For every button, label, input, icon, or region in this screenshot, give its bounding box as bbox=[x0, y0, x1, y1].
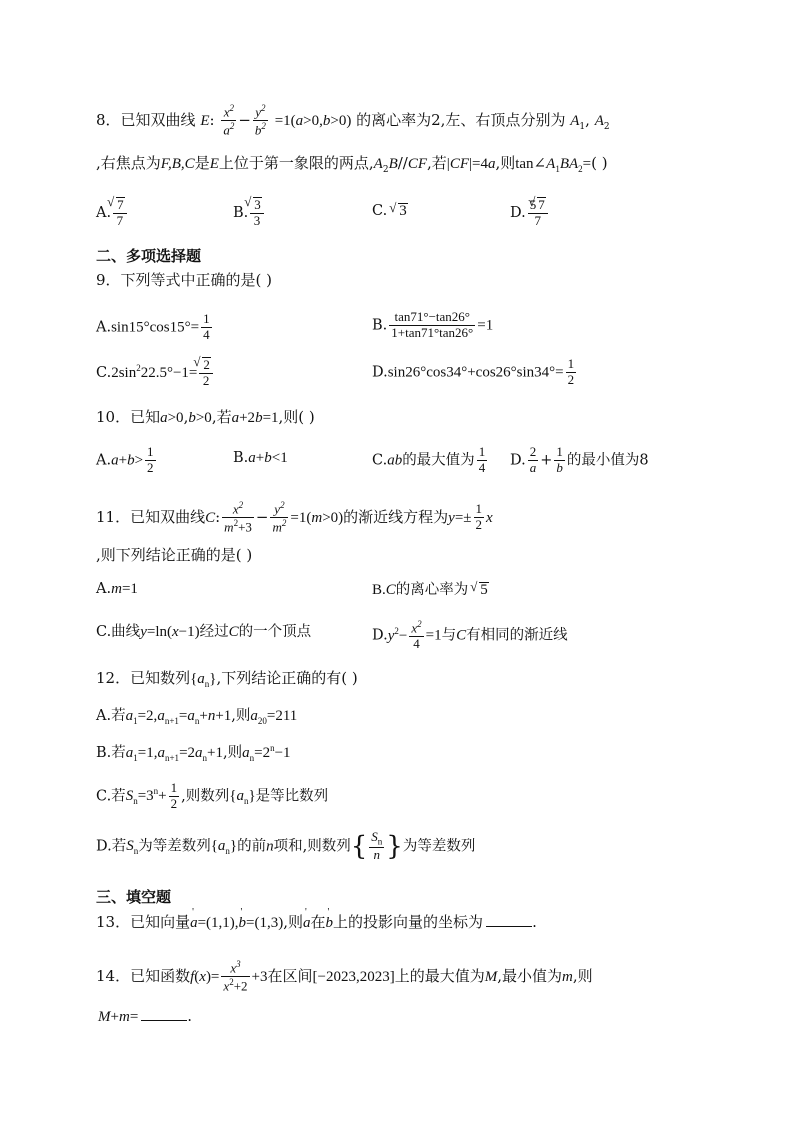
q8-option-c[interactable]: C.√ 3 bbox=[372, 203, 408, 219]
q11-option-c[interactable]: C.曲线y=ln(x−1)经过C的一个顶点 bbox=[96, 624, 312, 640]
section-fill-in: 三、填空题 bbox=[96, 888, 172, 906]
question-13: 13．已知向量' a=(1,1),' b=(1,3),则' a在' b上的投影向量的坐标为 . bbox=[96, 915, 537, 931]
q10-option-b[interactable]: B.a+b<1 bbox=[233, 450, 288, 466]
q8-option-d[interactable]: D. $\frac{5√ 7}{7}$ bbox=[510, 197, 550, 229]
q12-option-b[interactable]: B.若$a_1=1,a_{n+1}=2a_n+1$,则$a_n=2^n-1$ bbox=[96, 743, 291, 763]
q12-option-c[interactable]: C.若$S_n=3^n+$ $\frac{1}{2}$ ,则数列$\{a_n\}$是等比数列 bbox=[96, 780, 329, 811]
q8-option-b[interactable]: B. √ $\frac{3}{3}$ bbox=[233, 197, 266, 229]
q8-stem: 8．已知双曲线 bbox=[96, 110, 196, 129]
q14-answer-blank[interactable] bbox=[141, 1020, 187, 1021]
section-multiple-choice: 二、多项选择题 bbox=[96, 247, 202, 265]
q9-option-d[interactable]: D.sin26°cos34°+cos26°sin34°= $\frac{1}{2}$ bbox=[372, 356, 575, 387]
question-12-stem: 12．已知数列$\{a_n\}$,下列结论正确的有( ) bbox=[96, 669, 358, 689]
q12-option-d[interactable]: D.若$S_n$为等差数列$\{a_n\}$的前n项和,则数列{ $\frac{S_n}{n}$ }为等差数列 bbox=[96, 829, 476, 862]
question-11-stem: 11．已知双曲线C: $\frac{x^2}{m^2+3}$ − $\frac{y^2}{m^2}$ =1(m>0)的渐近线方程为y=± $\frac{1}{2}$ x bbox=[96, 500, 493, 535]
q8-option-a[interactable]: A. √ $\frac{7}{7}$ bbox=[96, 197, 129, 229]
question-14-line-2: M+m= . bbox=[98, 1007, 193, 1025]
question-8-line-1: 8．已知双曲线 E: $\frac{x^2}{a^2}$ − $\frac{y^2}{b^2}$ =1(a>0,b>0) 的离心率为2,左、右顶点分别为 $A_1$, $A_2$ bbox=[96, 103, 610, 138]
question-14-line-1: 14．已知函数f(x)= $\frac{x^3}{x^2+2}$ +3在区间[−2023,2023]上的最大值为M,最小值为m,则 bbox=[96, 959, 593, 994]
q12-option-a[interactable]: A.若$a_1=2,a_{n+1}=a_n+n+1$,则$a_{20}=211$ bbox=[96, 708, 298, 726]
q9-option-a[interactable]: A.sin15°cos15°= $\frac{1}{4}$ bbox=[96, 311, 210, 342]
q10-option-d[interactable]: D. $\frac{2}{a}$ + $\frac{1}{b}$ 的最小值为8 bbox=[510, 444, 649, 475]
question-11-line-2: ,则下列结论正确的是( ) bbox=[96, 546, 253, 564]
q10-option-c[interactable]: C.ab的最大值为 $\frac{1}{4}$ bbox=[372, 444, 486, 475]
question-9-stem: 9．下列等式中正确的是( ) bbox=[96, 271, 273, 289]
q11-option-b[interactable]: B.C的离心率为√ 5 bbox=[372, 582, 489, 598]
q10-option-a[interactable]: A.a+b> $\frac{1}{2}$ bbox=[96, 444, 154, 475]
q13-answer-blank[interactable] bbox=[486, 926, 532, 927]
q9-option-b[interactable]: B. $\frac{\tan 71^\circ-\tan 26^\circ}{1+\tan 71^\circ\tan 26^\circ}$ =1 bbox=[372, 309, 494, 340]
q11-option-a[interactable]: A.m=1 bbox=[96, 581, 138, 597]
question-10-stem: 10．已知a>0,b>0,若a+2b=1,则( ) bbox=[96, 408, 315, 426]
q9-option-c[interactable]: $C.2\sin^222.5^\circ-1=$ √ $\frac{2}{2}$ bbox=[96, 357, 215, 389]
q11-option-d[interactable]: $D.y^2-$ $\frac{x^2}{4}$ =1与C有相同的渐近线 bbox=[372, 619, 568, 652]
question-8-line-2: ,右焦点为F,B,C是E上位于第一象限的两点$,A_2B//CF$,若|CF|=4a,则$\tan\angle A_1BA_2=$( ) bbox=[96, 154, 608, 175]
